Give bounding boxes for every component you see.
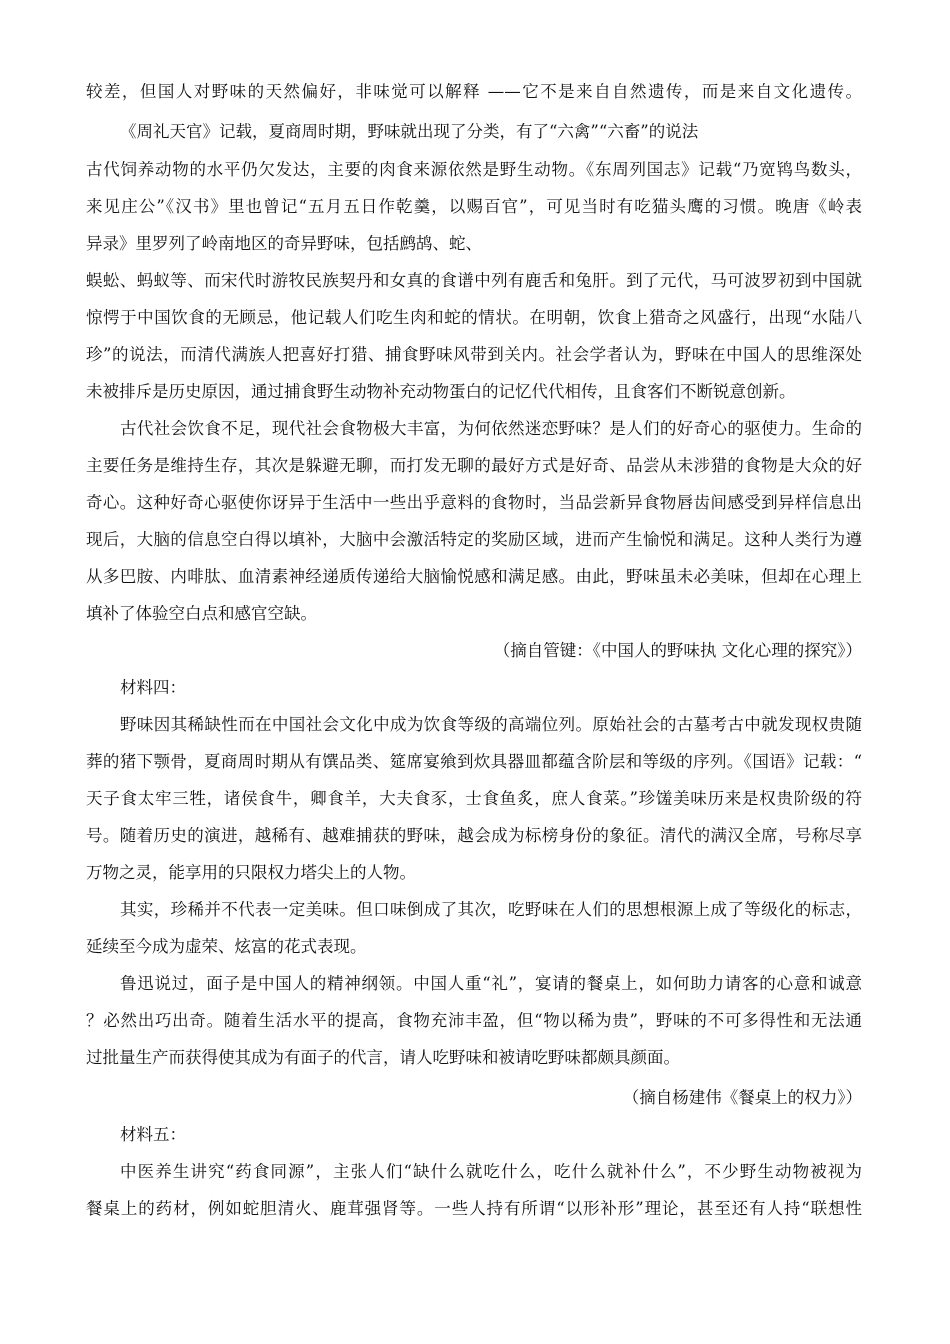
text-line: 来见庄公”《汉书》里也曾记“五月五日作乾羹，以赐百官”，可见当时有吃猫头鹰的习惯。晚唐《岭表 [86, 197, 862, 216]
text-line: 古代饲养动物的水平仍欠发达，主要的肉食来源依然是野生动物。《东周列国志》记载“乃宽鸨鸟数头， [86, 160, 862, 179]
text-line: 未被排斥是历史原因，通过捕食野生动物补充动物蛋白的记忆代代相传，且食客们不断锐意创新。 [86, 382, 796, 401]
section-heading: 材料五： [120, 1125, 186, 1144]
source-citation: （摘自杨建伟《餐桌上的权力》） [622, 1088, 862, 1107]
text-line: 蜈蚣、蚂蚁等、而宋代时游牧民族契丹和女真的食谱中列有鹿舌和兔肝。到了元代，马可波罗初到中国就 [86, 271, 862, 290]
text-line: 奇心。这种好奇心驱使你讶异于生活中一些出乎意料的食物时，当品尝新异食物唇齿间感受到异样信息出 [86, 493, 862, 512]
text-line: 其实，珍稀并不代表一定美味。但口味倒成了其次，吃野味在人们的思想根源上成了等级化的标志， [120, 900, 862, 919]
text-line: 古代社会饮食不足，现代社会食物极大丰富，为何依然迷恋野味？是人们的好奇心的驱使力。生命的 [120, 419, 862, 438]
text-line: 天子食太牢三牲，诸侯食牛，卿食羊，大夫食豕，士食鱼炙，庶人食菜。”珍馐美味历来是权贵阶级的符 [86, 789, 862, 808]
text-line: 万物之灵，能享用的只限权力塔尖上的人物。 [86, 863, 416, 882]
text-line: 延续至今成为虚荣、炫富的花式表现。 [86, 937, 367, 956]
text-line: 惊愕于中国饮食的无顾忌，他记载人们吃生肉和蛇的情状。在明朝，饮食上猎奇之风盛行，出现“水陆八 [86, 308, 862, 327]
section-heading: 材料四： [120, 678, 186, 697]
text-line: 较差，但国人对野味的天然偏好，非味觉可以解释 ——它不是来自自然遗传，而是来自文化遗传。 [86, 82, 862, 101]
text-line: 填补了体验空白点和感官空缺。 [86, 604, 317, 623]
text-line: 过批量生产而获得使其成为有面子的代言，请人吃野味和被请吃野味都颇具颜面。 [86, 1048, 680, 1067]
text-line: 中医养生讲究“药食同源”，主张人们“缺什么就吃什么，吃什么就补什么”，不少野生动物被视为 [120, 1162, 862, 1181]
text-line: 葬的猪下颚骨，夏商周时期从有馔品类、筵席宴飨到炊具器皿都蕴含阶层和等级的序列。《国语》记载：“ [86, 752, 862, 771]
text-line: ？必然出巧出奇。随着生活水平的提高，食物充沛丰盈，但“物以稀为贵”，野味的不可多得性和无法通 [86, 1011, 862, 1030]
text-line: 野味因其稀缺性而在中国社会文化中成为饮食等级的高端位列。原始社会的古墓考古中就发现权贵随 [120, 715, 862, 734]
text-line: 号。随着历史的演进，越稀有、越难捕获的野味，越会成为标榜身份的象征。清代的满汉全席，号称尽享 [86, 826, 862, 845]
text-line: 从多巴胺、内啡肽、血清素神经递质传递给大脑愉悦感和满足感。由此，野味虽未必美味，但却在心理上 [86, 567, 862, 586]
text-line: 鲁迅说过，面子是中国人的精神纲领。中国人重“礼”，宴请的餐桌上，如何助力请客的心意和诚意 [120, 974, 862, 993]
text-line: 餐桌上的药材，例如蛇胆清火、鹿茸强肾等。一些人持有所谓“以形补形”理论，甚至还有人持“联想性 [86, 1199, 862, 1218]
text-line: 珍”的说法，而清代满族人把喜好打猎、捕食野味风带到关内。社会学者认为，野味在中国人的思维深处 [86, 345, 862, 364]
text-line: 异录》里罗列了岭南地区的奇异野味，包括鹧鸪、蛇、 [86, 234, 482, 253]
text-line: 现后，大脑的信息空白得以填补，大脑中会激活特定的奖励区域，进而产生愉悦和满足。这种人类行为遵 [86, 530, 862, 549]
text-line: 《周礼天官》记载，夏商周时期，野味就出现了分类，有了“六禽”“六畜”的说法 [120, 122, 699, 141]
source-citation: （摘自管键：《中国人的野味执 文化心理的探究》） [493, 641, 862, 660]
text-line: 主要任务是维持生存，其次是躲避无聊，而打发无聊的最好方式是好奇、品尝从未涉猎的食物是大众的好 [86, 456, 862, 475]
